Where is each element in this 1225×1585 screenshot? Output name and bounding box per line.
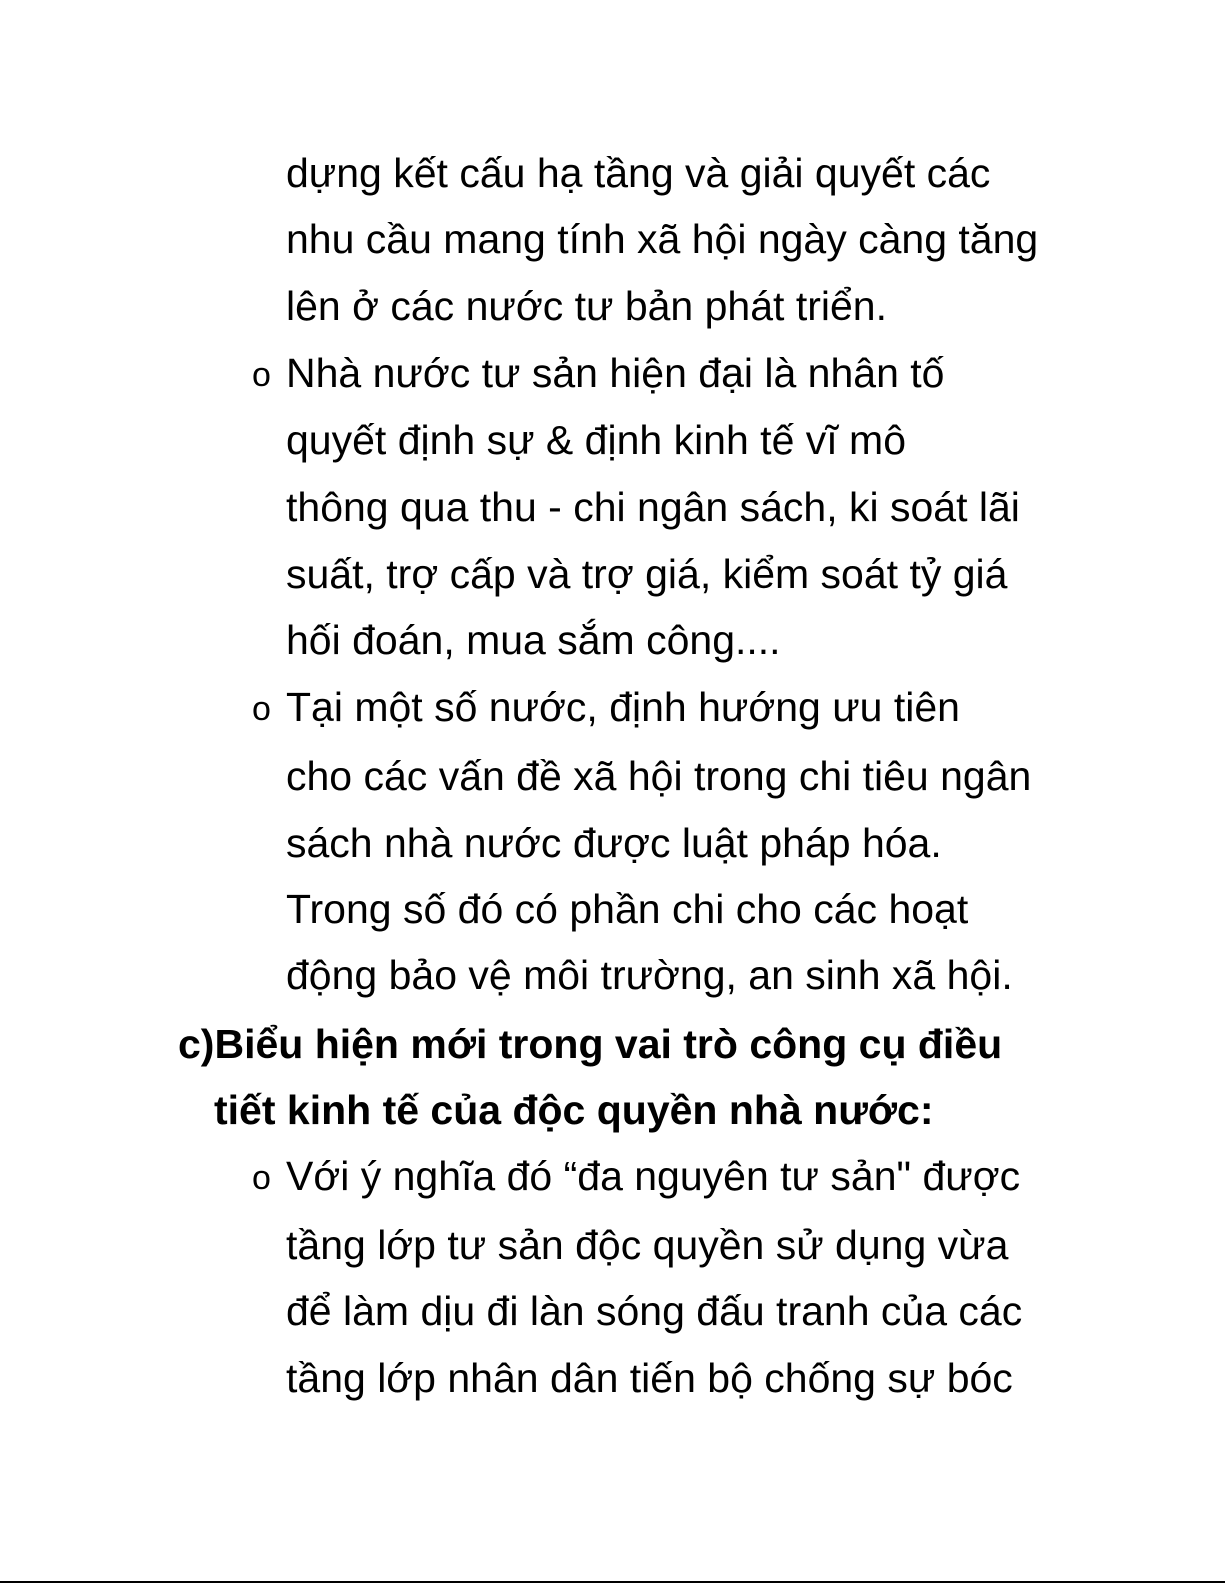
bullet-text-line: Nhà nước tư sản hiện đại là nhân tố: [286, 350, 945, 396]
bullet-text-line: Tại một số nước, định hướng ưu tiên: [286, 684, 960, 730]
bullet-text-line: suất, trợ cấp và trợ giá, kiểm soát tỷ giá: [286, 551, 1008, 597]
bullet-text-line: tầng lớp nhân dân tiến bộ chống sự bóc: [286, 1355, 1013, 1401]
bullet-text-line: cho các vấn đề xã hội trong chi tiêu ngân: [286, 753, 1032, 799]
continuation-line: dựng kết cấu hạ tầng và giải quyết các: [286, 150, 991, 196]
section-heading: tiết kinh tế của độc quyền nhà nước:: [214, 1087, 934, 1133]
bullet-text-line: hối đoán, mua sắm công....: [286, 617, 781, 663]
bullet-text-line: tầng lớp tư sản độc quyền sử dụng vừa: [286, 1222, 1009, 1268]
bullet-text-line: để làm dịu đi làn sóng đấu tranh của các: [286, 1288, 1023, 1334]
page-bottom-rule: [0, 1581, 1225, 1583]
bullet-text-line: Với ý nghĩa đó “đa nguyên tư sản" được: [286, 1153, 1021, 1199]
bullet-text-line: Trong số đó có phần chi cho các hoạt: [286, 886, 969, 932]
bullet-marker: o: [252, 1159, 271, 1197]
bullet-text-line: quyết định sự & định kinh tế vĩ mô: [286, 417, 907, 463]
bullet-marker: o: [252, 356, 271, 394]
bullet-text-line: sách nhà nước được luật pháp hóa.: [286, 820, 942, 866]
section-heading: c)Biểu hiện mới trong vai trò công cụ điều: [178, 1021, 1003, 1067]
bullet-text-line: thông qua thu - chi ngân sách, ki soát lãi: [286, 484, 1020, 530]
continuation-line: lên ở các nước tư bản phát triển.: [286, 283, 887, 329]
continuation-line: nhu cầu mang tính xã hội ngày càng tăng: [286, 216, 1039, 262]
bullet-text-line: động bảo vệ môi trường, an sinh xã hội.: [286, 952, 1013, 998]
bullet-marker: o: [252, 690, 271, 728]
